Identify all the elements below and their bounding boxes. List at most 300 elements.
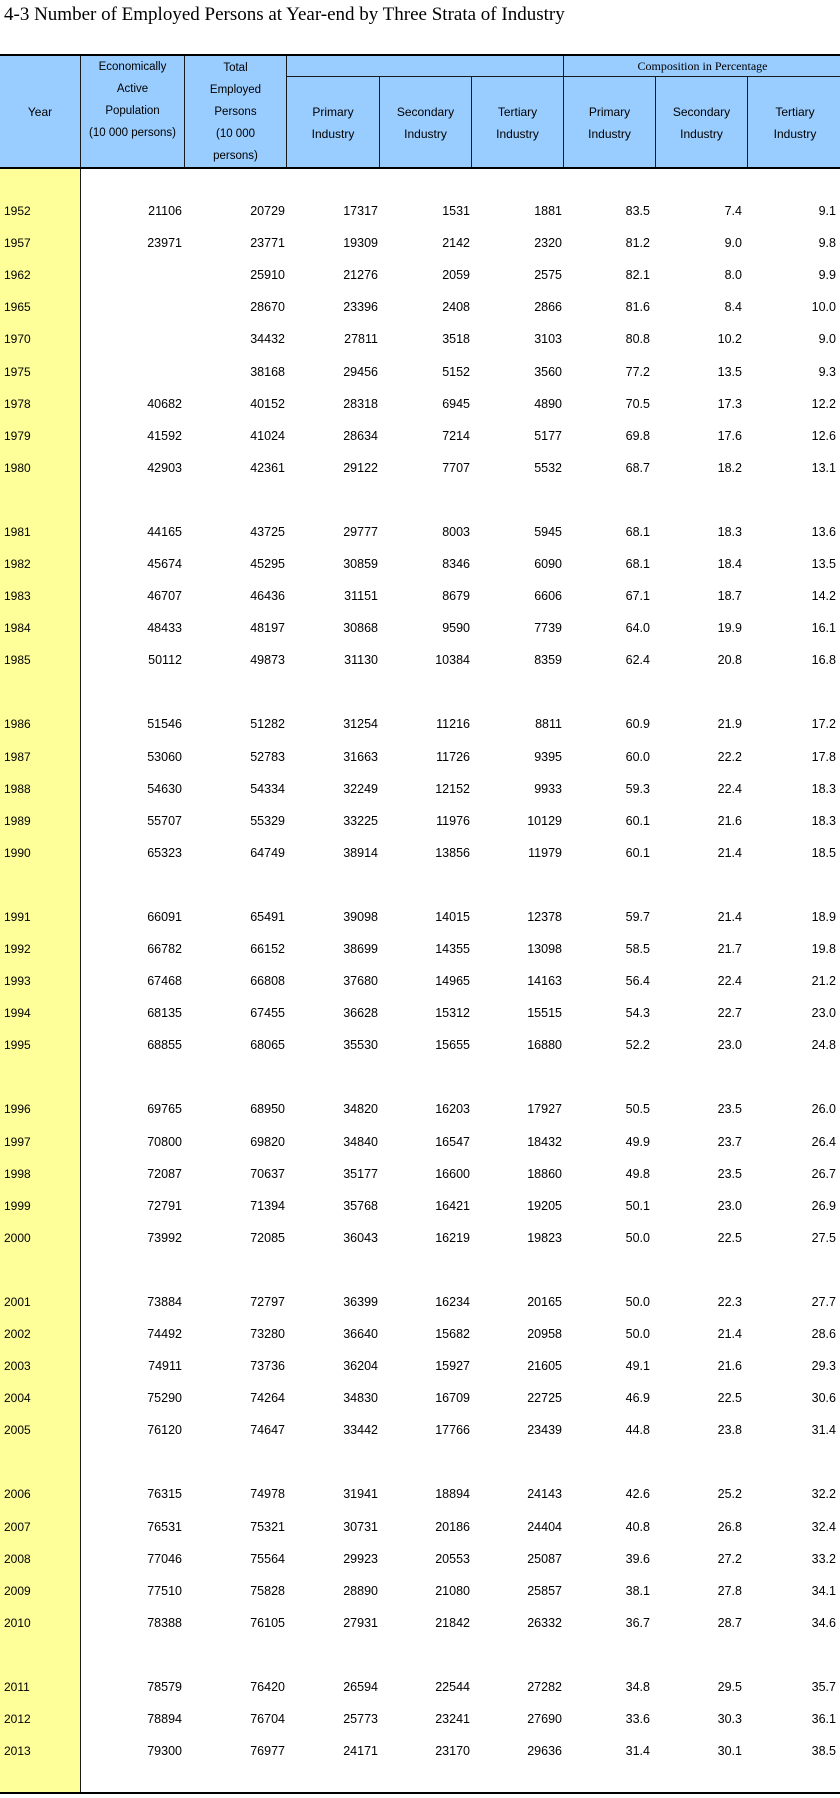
value-cell: 2408 bbox=[442, 300, 470, 315]
value-cell: 7214 bbox=[442, 428, 470, 443]
value-cell: 37680 bbox=[343, 974, 378, 989]
value-cell: 20.8 bbox=[717, 653, 742, 668]
header-secondary: Secondary Industry bbox=[396, 104, 455, 141]
year-cell: 1998 bbox=[4, 1166, 31, 1181]
value-cell: 26594 bbox=[343, 1679, 378, 1694]
value-cell: 19205 bbox=[527, 1198, 562, 1213]
table-row bbox=[0, 1386, 840, 1410]
table-row bbox=[0, 1739, 840, 1763]
value-cell: 40.8 bbox=[625, 1519, 650, 1534]
value-cell: 14015 bbox=[435, 909, 470, 924]
value-cell: 25773 bbox=[343, 1712, 378, 1726]
value-cell: 70637 bbox=[250, 1166, 285, 1181]
value-cell: 21106 bbox=[148, 204, 182, 218]
value-cell: 36399 bbox=[343, 1294, 378, 1309]
value-cell: 76704 bbox=[250, 1712, 285, 1726]
value-cell: 48433 bbox=[147, 621, 182, 636]
value-cell: 9.0 bbox=[818, 332, 836, 347]
value-cell: 67.1 bbox=[625, 589, 650, 604]
year-cell: 1983 bbox=[4, 589, 31, 604]
value-cell: 35177 bbox=[343, 1166, 378, 1181]
value-cell: 13.5 bbox=[717, 364, 742, 379]
value-cell: 2142 bbox=[442, 236, 470, 251]
year-cell: 1962 bbox=[4, 268, 31, 283]
value-cell: 9.0 bbox=[724, 236, 742, 251]
value-cell: 50.0 bbox=[625, 1230, 650, 1245]
value-cell: 59.7 bbox=[625, 909, 650, 924]
value-cell: 30731 bbox=[343, 1519, 378, 1534]
value-cell: 71394 bbox=[250, 1198, 285, 1213]
table-row bbox=[0, 1418, 840, 1442]
value-cell: 39098 bbox=[343, 909, 378, 924]
value-cell: 10.0 bbox=[811, 300, 836, 315]
value-cell: 54630 bbox=[147, 781, 182, 796]
value-cell: 22.3 bbox=[717, 1294, 742, 1309]
value-cell: 8003 bbox=[442, 524, 470, 539]
value-cell: 29923 bbox=[343, 1551, 378, 1566]
value-cell: 23.5 bbox=[717, 1166, 742, 1181]
value-cell: 23.0 bbox=[717, 1198, 742, 1213]
year-cell: 2007 bbox=[4, 1519, 31, 1534]
value-cell: 77046 bbox=[147, 1551, 182, 1566]
value-cell: 55329 bbox=[250, 813, 285, 828]
value-cell: 38.1 bbox=[625, 1583, 650, 1598]
table-row bbox=[0, 905, 840, 929]
value-cell: 30.3 bbox=[717, 1712, 742, 1726]
value-cell: 75828 bbox=[250, 1583, 285, 1598]
table-row bbox=[0, 1097, 840, 1121]
value-cell: 26.7 bbox=[811, 1166, 836, 1181]
value-cell: 7739 bbox=[534, 621, 562, 636]
value-cell: 76315 bbox=[147, 1487, 182, 1502]
table-row bbox=[0, 1194, 840, 1218]
table-row bbox=[0, 199, 840, 223]
table-row bbox=[0, 263, 840, 287]
value-cell: 18.5 bbox=[811, 845, 836, 860]
value-cell: 2575 bbox=[534, 268, 562, 283]
value-cell: 17766 bbox=[435, 1423, 470, 1438]
value-cell: 22.5 bbox=[717, 1391, 742, 1406]
header-composition-group: Composition in Percentage bbox=[637, 59, 768, 73]
year-cell: 2009 bbox=[4, 1583, 31, 1598]
value-cell: 6606 bbox=[534, 589, 562, 604]
value-cell: 22.4 bbox=[717, 781, 742, 796]
value-cell: 31.4 bbox=[625, 1744, 650, 1759]
value-cell: 60.1 bbox=[625, 845, 650, 860]
value-cell: 10384 bbox=[435, 653, 470, 668]
value-cell: 50.0 bbox=[625, 1327, 650, 1341]
value-cell: 66782 bbox=[147, 942, 182, 956]
year-cell: 1997 bbox=[4, 1134, 31, 1149]
value-cell: 36.7 bbox=[625, 1615, 650, 1630]
value-cell: 5152 bbox=[442, 364, 470, 379]
value-cell: 80.8 bbox=[625, 332, 650, 347]
table-row bbox=[0, 1547, 840, 1571]
value-cell: 34840 bbox=[343, 1134, 378, 1149]
value-cell: 81.2 bbox=[625, 236, 650, 251]
value-cell: 70.5 bbox=[625, 396, 650, 411]
value-cell: 22.2 bbox=[717, 749, 742, 764]
year-cell: 2005 bbox=[4, 1423, 31, 1438]
value-cell: 6945 bbox=[442, 396, 470, 411]
year-cell: 2000 bbox=[4, 1230, 31, 1245]
value-cell: 11216 bbox=[436, 717, 470, 732]
table-row bbox=[0, 616, 840, 640]
value-cell: 77510 bbox=[147, 1583, 182, 1598]
value-cell: 50.1 bbox=[625, 1198, 650, 1213]
year-cell: 2012 bbox=[4, 1712, 31, 1726]
value-cell: 22544 bbox=[435, 1679, 470, 1694]
value-cell: 12378 bbox=[527, 909, 562, 924]
value-cell: 34.1 bbox=[811, 1583, 836, 1598]
value-cell: 21.9 bbox=[717, 717, 742, 732]
value-cell: 52.2 bbox=[625, 1038, 650, 1053]
value-cell: 76105 bbox=[250, 1615, 285, 1630]
value-cell: 21.4 bbox=[717, 845, 742, 860]
value-cell: 72791 bbox=[147, 1198, 182, 1213]
value-cell: 13.1 bbox=[811, 460, 836, 475]
value-cell: 3103 bbox=[534, 332, 562, 347]
year-cell: 1996 bbox=[4, 1102, 31, 1117]
table-row bbox=[0, 456, 840, 480]
value-cell: 76120 bbox=[147, 1423, 182, 1438]
value-cell: 27811 bbox=[344, 332, 378, 347]
table-row bbox=[0, 1162, 840, 1186]
value-cell: 18860 bbox=[527, 1166, 562, 1181]
value-cell: 20958 bbox=[527, 1327, 562, 1341]
value-cell: 23.0 bbox=[717, 1038, 742, 1053]
value-cell: 2320 bbox=[534, 236, 562, 251]
value-cell: 58.5 bbox=[625, 942, 650, 956]
value-cell: 75321 bbox=[250, 1519, 285, 1534]
value-cell: 65491 bbox=[250, 909, 285, 924]
value-cell: 18.4 bbox=[717, 557, 742, 571]
value-cell: 2866 bbox=[534, 300, 562, 315]
value-cell: 60.1 bbox=[625, 813, 650, 828]
header-pct-tertiary: Tertiary Industry bbox=[773, 104, 817, 141]
value-cell: 3560 bbox=[534, 364, 562, 379]
value-cell: 21.6 bbox=[717, 1359, 742, 1374]
value-cell: 8811 bbox=[535, 717, 562, 732]
value-cell: 15655 bbox=[435, 1038, 470, 1053]
value-cell: 17.6 bbox=[717, 428, 742, 443]
value-cell: 12.6 bbox=[811, 428, 836, 443]
value-cell: 23241 bbox=[435, 1712, 470, 1726]
table-row bbox=[0, 1033, 840, 1057]
value-cell: 28890 bbox=[343, 1583, 378, 1598]
value-cell: 23771 bbox=[250, 236, 285, 251]
value-cell: 68950 bbox=[250, 1102, 285, 1117]
value-cell: 16219 bbox=[435, 1230, 470, 1245]
value-cell: 66808 bbox=[250, 974, 285, 989]
value-cell: 78894 bbox=[147, 1712, 182, 1726]
table-bottom-rule bbox=[0, 1792, 840, 1794]
value-cell: 66091 bbox=[147, 909, 182, 924]
value-cell: 28318 bbox=[343, 396, 378, 411]
year-cell: 1985 bbox=[4, 653, 31, 668]
value-cell: 1881 bbox=[534, 204, 562, 218]
table-row bbox=[0, 1579, 840, 1603]
value-cell: 27931 bbox=[343, 1615, 378, 1630]
value-cell: 67468 bbox=[147, 974, 182, 989]
value-cell: 46436 bbox=[250, 589, 285, 604]
value-cell: 70800 bbox=[147, 1134, 182, 1149]
value-cell: 17317 bbox=[343, 204, 378, 218]
value-cell: 29.3 bbox=[811, 1359, 836, 1374]
value-cell: 32.4 bbox=[811, 1519, 836, 1534]
table-row bbox=[0, 552, 840, 576]
value-cell: 10129 bbox=[527, 813, 562, 828]
year-cell: 2010 bbox=[4, 1615, 31, 1630]
value-cell: 8679 bbox=[442, 589, 470, 604]
value-cell: 9.9 bbox=[818, 268, 836, 283]
value-cell: 16880 bbox=[527, 1038, 562, 1053]
value-cell: 41024 bbox=[250, 428, 285, 443]
value-cell: 11979 bbox=[528, 845, 562, 860]
value-cell: 44165 bbox=[147, 524, 182, 539]
value-cell: 34830 bbox=[343, 1391, 378, 1406]
value-cell: 14965 bbox=[435, 974, 470, 989]
value-cell: 21.2 bbox=[811, 974, 836, 989]
value-cell: 21605 bbox=[527, 1359, 562, 1374]
value-cell: 68065 bbox=[250, 1038, 285, 1053]
header-year: Year bbox=[27, 105, 53, 119]
table-row bbox=[0, 231, 840, 255]
value-cell: 28634 bbox=[343, 428, 378, 443]
year-cell: 1990 bbox=[4, 845, 31, 860]
data-table bbox=[0, 54, 840, 1794]
table-row bbox=[0, 295, 840, 319]
value-cell: 22725 bbox=[527, 1391, 562, 1406]
value-cell: 36204 bbox=[343, 1359, 378, 1374]
value-cell: 79300 bbox=[147, 1744, 182, 1759]
value-cell: 16600 bbox=[435, 1166, 470, 1181]
year-cell: 1981 bbox=[4, 524, 31, 539]
value-cell: 52783 bbox=[250, 749, 285, 764]
value-cell: 18.2 bbox=[717, 460, 742, 475]
value-cell: 45674 bbox=[147, 557, 182, 571]
value-cell: 13.5 bbox=[811, 557, 836, 571]
year-cell: 1957 bbox=[4, 236, 31, 251]
value-cell: 33225 bbox=[343, 813, 378, 828]
value-cell: 26.4 bbox=[811, 1134, 836, 1149]
value-cell: 20186 bbox=[435, 1519, 470, 1534]
value-cell: 49.1 bbox=[625, 1359, 650, 1374]
value-cell: 16547 bbox=[435, 1134, 470, 1149]
value-cell: 9590 bbox=[442, 621, 470, 636]
year-cell: 1991 bbox=[4, 909, 31, 924]
value-cell: 7707 bbox=[442, 460, 470, 475]
value-cell: 34.8 bbox=[625, 1679, 650, 1694]
value-cell: 16234 bbox=[435, 1294, 470, 1309]
value-cell: 17.8 bbox=[811, 749, 836, 764]
value-cell: 69820 bbox=[250, 1134, 285, 1149]
value-cell: 16.1 bbox=[811, 621, 836, 636]
value-cell: 73884 bbox=[147, 1294, 182, 1309]
value-cell: 36640 bbox=[343, 1327, 378, 1341]
value-cell: 24404 bbox=[527, 1519, 562, 1534]
value-cell: 9933 bbox=[534, 781, 562, 796]
value-cell: 26.9 bbox=[811, 1198, 836, 1213]
value-cell: 68.1 bbox=[625, 557, 650, 571]
value-cell: 23439 bbox=[527, 1423, 562, 1438]
table-row bbox=[0, 777, 840, 801]
value-cell: 65323 bbox=[147, 845, 182, 860]
header-pct-primary: Primary Industry bbox=[588, 104, 631, 141]
year-cell: 2004 bbox=[4, 1391, 31, 1406]
value-cell: 26.0 bbox=[811, 1102, 836, 1117]
value-cell: 25087 bbox=[527, 1551, 562, 1566]
value-cell: 18.7 bbox=[717, 589, 742, 604]
year-cell: 1989 bbox=[4, 813, 31, 828]
value-cell: 13.6 bbox=[811, 524, 836, 539]
value-cell: 23396 bbox=[343, 300, 378, 315]
value-cell: 18.3 bbox=[811, 781, 836, 796]
value-cell: 20729 bbox=[250, 204, 285, 218]
year-cell: 2011 bbox=[4, 1679, 30, 1694]
value-cell: 19.9 bbox=[717, 621, 742, 636]
value-cell: 25910 bbox=[250, 268, 285, 283]
table-row bbox=[0, 1226, 840, 1250]
table-row bbox=[0, 1290, 840, 1314]
value-cell: 51546 bbox=[147, 717, 182, 732]
table-row bbox=[0, 1611, 840, 1635]
value-cell: 19823 bbox=[527, 1230, 562, 1245]
value-cell: 44.8 bbox=[625, 1423, 650, 1438]
value-cell: 13856 bbox=[435, 845, 470, 860]
page-title: 4-3 Number of Employed Persons at Year-end by Three Strata of Industry bbox=[4, 4, 565, 25]
table-row bbox=[0, 841, 840, 865]
value-cell: 56.4 bbox=[625, 974, 650, 989]
value-cell: 11726 bbox=[436, 749, 470, 764]
value-cell: 21.6 bbox=[717, 813, 742, 828]
value-cell: 67455 bbox=[250, 1006, 285, 1021]
value-cell: 54334 bbox=[250, 781, 285, 796]
value-cell: 38914 bbox=[343, 845, 378, 860]
value-cell: 29777 bbox=[343, 524, 378, 539]
value-cell: 34820 bbox=[343, 1102, 378, 1117]
value-cell: 27282 bbox=[527, 1679, 562, 1694]
table-row bbox=[0, 1354, 840, 1378]
value-cell: 38.5 bbox=[811, 1744, 836, 1759]
value-cell: 33.2 bbox=[811, 1551, 836, 1566]
value-cell: 9395 bbox=[534, 749, 562, 764]
value-cell: 54.3 bbox=[625, 1006, 650, 1021]
table-row bbox=[0, 1515, 840, 1539]
value-cell: 26332 bbox=[527, 1615, 562, 1630]
value-cell: 12152 bbox=[435, 781, 470, 796]
table-row bbox=[0, 424, 840, 448]
year-cell: 1980 bbox=[4, 460, 31, 475]
table-row bbox=[0, 809, 840, 833]
value-cell: 27.5 bbox=[811, 1230, 836, 1245]
value-cell: 74647 bbox=[250, 1423, 285, 1438]
value-cell: 74492 bbox=[147, 1327, 182, 1341]
value-cell: 28.6 bbox=[811, 1327, 836, 1341]
value-cell: 64.0 bbox=[625, 621, 650, 636]
value-cell: 77.2 bbox=[625, 364, 650, 379]
value-cell: 66152 bbox=[250, 942, 285, 956]
value-cell: 74978 bbox=[250, 1487, 285, 1502]
value-cell: 1531 bbox=[442, 204, 470, 218]
table-row bbox=[0, 712, 840, 736]
value-cell: 42903 bbox=[147, 460, 182, 475]
value-cell: 14163 bbox=[527, 974, 562, 989]
value-cell: 8346 bbox=[442, 557, 470, 571]
value-cell: 38168 bbox=[250, 364, 285, 379]
value-cell: 25857 bbox=[527, 1583, 562, 1598]
value-cell: 21842 bbox=[435, 1615, 470, 1630]
table-row bbox=[0, 520, 840, 544]
value-cell: 34432 bbox=[250, 332, 285, 347]
value-cell: 31941 bbox=[343, 1487, 378, 1502]
value-cell: 4890 bbox=[534, 396, 562, 411]
header-total-employed: Total Employed Persons (10 000 persons) bbox=[209, 62, 262, 162]
value-cell: 75290 bbox=[147, 1391, 182, 1406]
year-cell: 2008 bbox=[4, 1551, 31, 1566]
value-cell: 72087 bbox=[147, 1166, 182, 1181]
table-row bbox=[0, 745, 840, 769]
value-cell: 23.7 bbox=[717, 1134, 742, 1149]
value-cell: 29456 bbox=[343, 364, 378, 379]
value-cell: 8.4 bbox=[724, 300, 742, 315]
value-cell: 33442 bbox=[343, 1423, 378, 1438]
value-cell: 29122 bbox=[343, 460, 378, 475]
value-cell: 42.6 bbox=[625, 1487, 650, 1502]
value-cell: 64749 bbox=[250, 845, 285, 860]
value-cell: 49.9 bbox=[625, 1134, 650, 1149]
year-cell: 1984 bbox=[4, 621, 31, 636]
value-cell: 28670 bbox=[250, 300, 285, 315]
value-cell: 30868 bbox=[343, 621, 378, 636]
value-cell: 49873 bbox=[250, 653, 285, 668]
value-cell: 27690 bbox=[527, 1712, 562, 1726]
header-tertiary: Tertiary Industry bbox=[496, 104, 539, 141]
value-cell: 19.8 bbox=[811, 942, 836, 956]
value-cell: 15682 bbox=[435, 1327, 470, 1341]
value-cell: 48197 bbox=[250, 621, 285, 636]
value-cell: 13098 bbox=[527, 942, 562, 956]
year-cell: 1992 bbox=[4, 942, 31, 956]
header-pct-secondary: Secondary Industry bbox=[672, 104, 731, 141]
value-cell: 31.4 bbox=[811, 1423, 836, 1438]
year-cell: 1999 bbox=[4, 1198, 31, 1213]
value-cell: 76977 bbox=[250, 1744, 285, 1759]
value-cell: 2059 bbox=[442, 268, 470, 283]
table-row bbox=[0, 1482, 840, 1506]
year-cell: 1970 bbox=[4, 332, 31, 347]
value-cell: 23.8 bbox=[717, 1423, 742, 1438]
header-economically-active: Economically Active Population (10 000 persons) bbox=[89, 61, 176, 139]
table-row bbox=[0, 969, 840, 993]
value-cell: 55707 bbox=[147, 813, 182, 828]
value-cell: 8359 bbox=[534, 653, 562, 668]
value-cell: 32.2 bbox=[811, 1487, 836, 1502]
value-cell: 30.1 bbox=[717, 1744, 742, 1759]
value-cell: 23971 bbox=[147, 236, 182, 251]
value-cell: 18.9 bbox=[811, 909, 836, 924]
value-cell: 18432 bbox=[527, 1134, 562, 1149]
value-cell: 50.5 bbox=[625, 1102, 650, 1117]
year-cell: 1988 bbox=[4, 781, 31, 796]
value-cell: 11976 bbox=[436, 813, 470, 828]
value-cell: 19309 bbox=[343, 236, 378, 251]
value-cell: 69.8 bbox=[625, 428, 650, 443]
year-cell: 1975 bbox=[4, 364, 31, 379]
value-cell: 14355 bbox=[435, 942, 470, 956]
value-cell: 26.8 bbox=[717, 1519, 742, 1534]
value-cell: 81.6 bbox=[625, 300, 650, 315]
